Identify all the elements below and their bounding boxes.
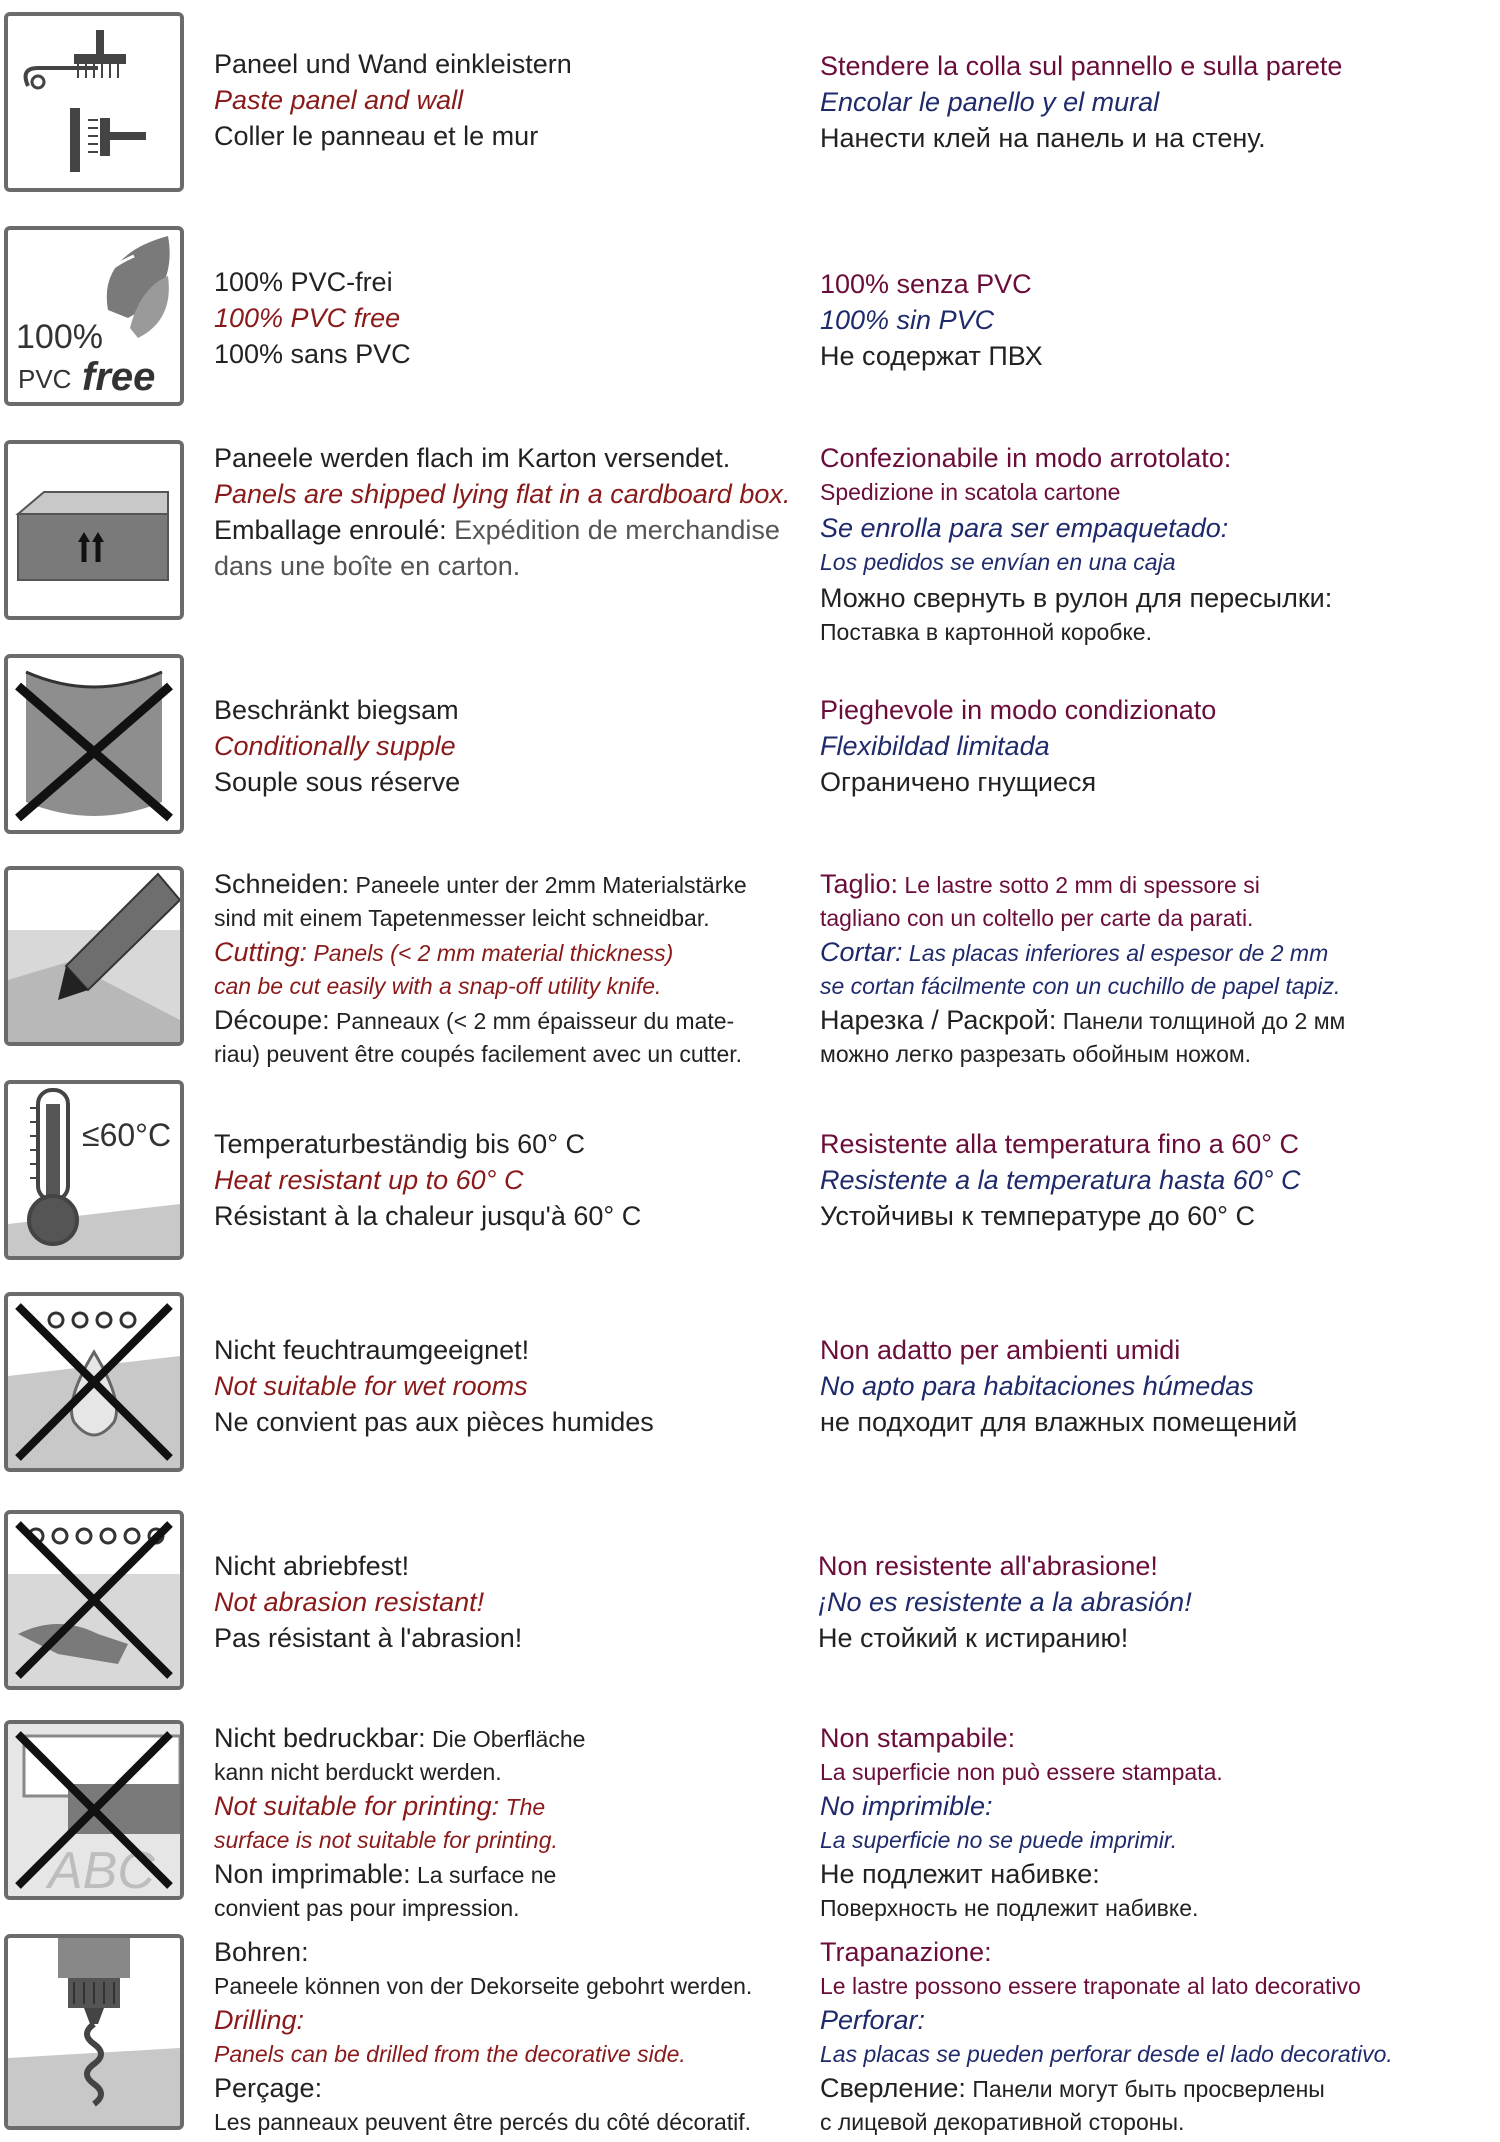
text-fr-h: Non imprimable: — [214, 1859, 411, 1889]
paste-brush-icon — [4, 12, 184, 192]
text-en: Not abrasion resistant! — [214, 1587, 485, 1617]
text-ru: Устойчивы к температуре до 60° C — [820, 1201, 1255, 1231]
text-it: Non resistente all'abrasione! — [818, 1551, 1158, 1581]
text-ru-h: Нарезка / Раскрой: — [820, 1005, 1057, 1035]
text-es-h: No imprimible: — [820, 1791, 993, 1821]
text-ru: Не содержат ПВХ — [820, 341, 1043, 371]
text-ru-a: Можно свернуть в рулон для пересылки: — [820, 583, 1333, 613]
text-it-b: La superficie non può essere stampata. — [820, 1759, 1223, 1785]
text-fr-b: Les panneaux peuvent être percés du côté décoratif. — [214, 2109, 752, 2135]
text-fr-c: dans une boîte en carton. — [214, 551, 521, 581]
text-ru: Нанести клей на панель и на стену. — [820, 123, 1266, 153]
text-es-h: Perforar: — [820, 2005, 926, 2035]
text-en-h: Drilling: — [214, 2005, 305, 2035]
text-fr-a: Emballage enroulé: — [214, 515, 447, 545]
abrasion-crossed-icon — [4, 1510, 184, 1690]
text-es-a: Se enrolla para ser empaquetado: — [820, 513, 1229, 543]
text-de: Nicht feuchtraumgeeignet! — [214, 1335, 530, 1365]
text-ru — [820, 1002, 1480, 1038]
text-de-h: Nicht bedruckbar: — [214, 1723, 426, 1753]
text-de: 100% PVC-frei — [214, 267, 393, 297]
text-ru — [820, 2070, 1480, 2106]
text-es: Flexibildad limitada — [820, 731, 1050, 761]
text-de — [214, 866, 814, 902]
text-it: Pieghevole in modo condizionato — [820, 695, 1217, 725]
text-en: Not suitable for wet rooms — [214, 1371, 528, 1401]
text-de-b: kann nicht berduckt werden. — [214, 1759, 502, 1785]
text-ru: Ограничено гнущиеся — [820, 767, 1097, 797]
text-de: Temperaturbeständig bis 60° C — [214, 1129, 585, 1159]
text-en: Panels are shipped lying flat in a cardboard box. — [214, 479, 791, 509]
water-drop-crossed-icon — [4, 1292, 184, 1472]
text-en-b: Panels can be drilled from the decorative side. — [214, 2041, 686, 2067]
text-de: Nicht abriebfest! — [214, 1551, 410, 1581]
text-fr-h: Perçage: — [214, 2073, 323, 2103]
text-de: Paneel und Wand einkleistern — [214, 49, 572, 79]
text-it: 100% senza PVC — [820, 269, 1032, 299]
text-es: Resistente a la temperatura hasta 60° C — [820, 1165, 1301, 1195]
text-it: Stendere la colla sul pannello e sulla parete — [820, 51, 1343, 81]
text-es: Encolar le panello y el mural — [820, 87, 1160, 117]
icon-temp-text: ≤60°C — [82, 1117, 172, 1153]
text-it-b: Le lastre possono essere traponate al lato decorativo — [820, 1973, 1361, 1999]
text-en-b: surface is not suitable for printing. — [214, 1827, 558, 1853]
text-es-b: La superficie no se puede imprimir. — [820, 1827, 1178, 1853]
text-de: Beschränkt biegsam — [214, 695, 459, 725]
text-es-a: Las placas inferiores al espesor de 2 mm — [902, 940, 1329, 966]
text-ru-b: Поверхность не подлежит набивке. — [820, 1895, 1199, 1921]
text-de-a: Die Oberfläche — [425, 1726, 586, 1752]
text-ru-b: с лицевой декоративной стороны. — [820, 2109, 1185, 2135]
drill-icon — [4, 1934, 184, 2130]
text-fr-b: riau) peuvent être coupés facilement avec un cutter. — [214, 1041, 743, 1067]
text-en: Heat resistant up to 60° C — [214, 1165, 524, 1195]
text-it-b: Spedizione in scatola cartone — [820, 479, 1121, 505]
print-crossed-icon — [4, 1720, 184, 1900]
text-ru-a: Панели толщиной до 2 мм — [1056, 1008, 1346, 1034]
box-icon — [4, 440, 184, 620]
text-es-b: Las placas se pueden perforar desde el lado decorativo. — [820, 2041, 1393, 2067]
icon-abc-text: ABC — [48, 1842, 155, 1896]
text-fr: Coller le panneau et le mur — [214, 121, 539, 151]
text-en-b: can be cut easily with a snap-off utility knife. — [214, 973, 662, 999]
text-en: Paste panel and wall — [214, 85, 464, 115]
text-fr: Pas résistant à l'abrasion! — [214, 1623, 523, 1653]
text-fr: Ne convient pas aux pièces humides — [214, 1407, 654, 1437]
text-ru-h: Не подлежит набивке: — [820, 1859, 1100, 1889]
text-en-h: Cutting: — [214, 937, 308, 967]
text-de-a: Paneele werden flach — [214, 443, 474, 473]
text-de — [214, 440, 814, 476]
cutter-icon — [4, 866, 184, 1046]
text-it: Non adatto per ambienti umidi — [820, 1335, 1181, 1365]
text-ru-b: можно легко разрезать обойным ножом. — [820, 1041, 1252, 1067]
text-en-h: Not suitable for printing: — [214, 1791, 500, 1821]
text-es — [820, 934, 1480, 970]
text-it-h: Non stampabile: — [820, 1723, 1016, 1753]
text-de — [214, 1720, 814, 1756]
text-fr: Résistant à la chaleur jusqu'à 60° C — [214, 1201, 642, 1231]
text-fr — [214, 1856, 814, 1892]
text-fr-b: convient pas pour impression. — [214, 1895, 520, 1921]
text-de-h: Bohren: — [214, 1937, 309, 1967]
text-en-a: Panels (< 2 mm material thickness) — [307, 940, 674, 966]
text-es-b: Los pedidos se envían en una caja — [820, 549, 1176, 575]
text-fr: 100% sans PVC — [214, 339, 411, 369]
text-en-a: The — [499, 1794, 546, 1820]
text-en — [214, 934, 814, 970]
icon-free-text: free — [82, 355, 156, 399]
text-fr: Souple sous réserve — [214, 767, 461, 797]
text-fr-a: Panneaux (< 2 mm épaisseur du mate- — [329, 1008, 735, 1034]
text-ru: не подходит для влажных помещений — [820, 1407, 1298, 1437]
text-es-h: Cortar: — [820, 937, 903, 967]
text-ru: Не стойкий к истиранию! — [818, 1623, 1129, 1653]
text-it — [820, 866, 1480, 902]
text-de-b: Paneele können von der Dekorseite gebohrt werden. — [214, 1973, 753, 1999]
text-fr-a: La surface ne — [410, 1862, 557, 1888]
text-it-a: Confezionabile in modo arrotolato: — [820, 443, 1232, 473]
leaf-pvc-free-icon — [4, 226, 184, 406]
text-de-b: sind mit einem Tapetenmesser leicht schneidbar. — [214, 905, 710, 931]
icon-pct-text: 100% — [16, 318, 103, 356]
text-es: 100% sin PVC — [820, 305, 995, 335]
text-fr — [214, 512, 814, 548]
text-en: 100% PVC free — [214, 303, 401, 333]
text-fr — [214, 1002, 814, 1038]
text-de-b: im Karton versendet. — [473, 443, 731, 473]
text-en: Conditionally supple — [214, 731, 456, 761]
bend-crossed-icon — [4, 654, 184, 834]
text-it-a: Le lastre sotto 2 mm di spessore si — [898, 872, 1260, 898]
text-es: ¡No es resistente a la abrasión! — [818, 1587, 1192, 1617]
text-it-h: Trapanazione: — [820, 1937, 992, 1967]
text-es-b: se cortan fácilmente con un cuchillo de papel tapiz. — [820, 973, 1341, 999]
text-it-h: Taglio: — [820, 869, 899, 899]
text-en — [214, 1788, 814, 1824]
thermometer-icon — [4, 1080, 184, 1260]
text-fr-b: Expédition de merchandise — [446, 515, 780, 545]
text-de-a: Paneele unter der 2mm Materialstärke — [349, 872, 747, 898]
text-es: No apto para habitaciones húmedas — [820, 1371, 1254, 1401]
text-de-h: Schneiden: — [214, 869, 350, 899]
text-ru-b: Поставка в картонной коробке. — [820, 619, 1152, 645]
text-fr-h: Découpe: — [214, 1005, 330, 1035]
text-it: Resistente alla temperatura fino a 60° C — [820, 1129, 1300, 1159]
text-ru-a: Панели могут быть просверлены — [965, 2076, 1325, 2102]
text-it-b: tagliano con un coltello per carte da parati. — [820, 905, 1254, 931]
icon-pvc-text: PVC — [18, 364, 72, 394]
text-ru-h: Сверление: — [820, 2073, 966, 2103]
